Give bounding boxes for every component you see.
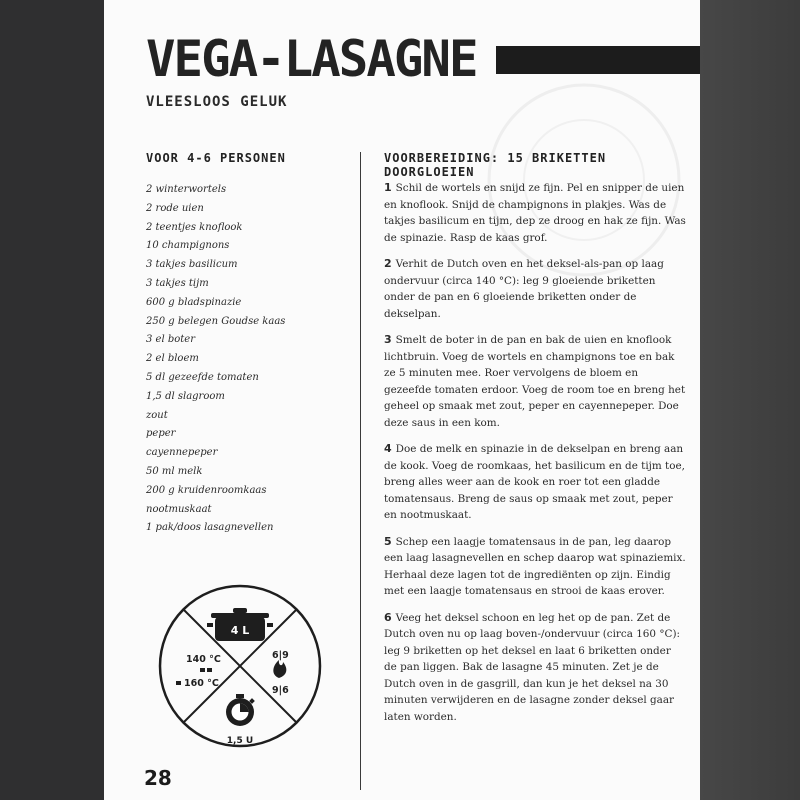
ingredient-item: 600 g bladspinazie — [146, 296, 242, 308]
pot-size-label: 4 L — [230, 624, 250, 637]
step-number: 5 — [384, 534, 392, 548]
ingredient-item: 2 el bloem — [146, 353, 199, 365]
time-label: 1,5 U — [226, 736, 254, 746]
ingredient-item: 1,5 dl slagroom — [146, 390, 225, 402]
adjacent-page-edge — [700, 0, 800, 800]
step-text: Schep een laagje tomatensaus in de pan, leg daarop een laag lasagnevellen en schep daarop wat spinaziemix. Herhaal deze lagen tot de ingrediënten op zijn. Eindig met een laagje tomatensaus en strooi de kaas erover. — [384, 535, 686, 597]
step-text: Doe de melk en spinazie in de dekselpan en breng aan de kook. Voeg de roomkaas, het basilicum en de tijm toe, breng alles weer aan de kook en roer tot een gladde tomatensaus. Breng de saus op smaak met zout, peper en nootmuskaat. — [384, 443, 685, 521]
step-text: Smelt de boter in de pan en bak de uien en knoflook lichtbruin. Voeg de wortels en champignons toe en bak ze 5 minuten mee. Roer vervolgens de bloem en gezeefde tomaten erdoor. Voeg de room toe en breng het geheel op smaak met zout, peper en cayennepeper. Doe deze saus in een kom. — [384, 334, 686, 429]
ingredient-item: 2 teentjes knoflook — [146, 221, 243, 233]
ingredient-item: 3 el boter — [146, 334, 195, 346]
ingredients-heading: VOOR 4-6 PERSONEN — [146, 151, 286, 165]
step-3 — [384, 332, 686, 431]
step-number: 1 — [384, 181, 392, 194]
page-number: 28 — [144, 766, 172, 790]
ingredient-item: 5 dl gezeefde tomaten — [146, 371, 259, 383]
step-6 — [384, 610, 686, 726]
ingredient-item: 250 g belegen Goudse kaas — [146, 315, 286, 327]
preparation-steps — [384, 180, 686, 735]
step-5 — [384, 534, 686, 600]
flame-icon — [273, 660, 286, 678]
ingredient-item: 50 ml melk — [146, 465, 203, 477]
ingredient-item: peper — [146, 428, 176, 440]
step-text: Veeg het deksel schoon en leg het op de pan. Zet de Dutch oven nu op laag boven-/ondervuur (circa 160 °C): leg 9 briketten op het deksel en laat 6 briketten onder de pan liggen. Bak de lasagne 45 minuten. Zet je de Dutch oven in de gasgrill, dan kun je het deksel na 30 minuten verwijderen en de lasagne zonder deksel gaar laten worden. — [384, 611, 681, 723]
step-number: 4 — [384, 442, 392, 455]
briquettes-bottom-label: 9|6 — [272, 685, 289, 696]
cooking-info-badge — [142, 582, 338, 750]
ingredient-item: 2 winterwortels — [146, 184, 227, 195]
ingredient-item: 1 pak/doos lasagnevellen — [146, 522, 274, 534]
step-4 — [384, 441, 686, 524]
ingredient-item: 3 takjes basilicum — [146, 259, 238, 271]
ingredients-list — [146, 181, 285, 538]
step-1 — [384, 180, 686, 246]
step-text: Verhit de Dutch oven en het deksel-als-pan op laag ondervuur (circa 140 °C): leg 9 gloeiende briketten onder de pan en 6 gloeiende briketten onder de dekselpan. — [384, 258, 664, 320]
step-number: 3 — [384, 333, 392, 346]
column-divider — [360, 152, 361, 790]
temp-high-label: 160 °C — [184, 678, 219, 689]
ingredient-item: nootmuskaat — [146, 503, 212, 515]
step-text: Schil de wortels en snijd ze fijn. Pel en snipper de uien en knoflook. Snijd de champignons in plakjes. Was de takjes basilicum en tijm, dep ze droog en hak ze fijn. Was de spinazie. Rasp de kaas grof. — [384, 182, 686, 244]
stopwatch-icon — [226, 694, 255, 726]
ingredient-item: zout — [146, 409, 168, 421]
recipe-title: VEGA-LASAGNE — [146, 30, 477, 88]
ingredient-item: 2 rode uien — [146, 202, 204, 214]
ingredient-item: cayennepeper — [146, 447, 218, 459]
ingredient-item: 200 g kruidenroomkaas — [146, 484, 267, 496]
temp-low-label: 140 °C — [186, 654, 221, 665]
preparation-heading: VOORBEREIDING: 15 BRIKETTEN DOORGLOEIEN — [384, 151, 607, 179]
cookbook-page — [104, 0, 700, 800]
briquettes-top-label: 6|9 — [272, 650, 289, 661]
title-decoration-bar — [496, 46, 700, 74]
ingredient-item: 3 takjes tijm — [146, 277, 209, 289]
step-number: 2 — [384, 257, 392, 270]
step-2 — [384, 256, 686, 322]
ingredient-item: 10 champignons — [146, 240, 230, 252]
step-number: 6 — [384, 610, 392, 624]
recipe-subtitle: VLEESLOOS GELUK — [146, 94, 288, 110]
